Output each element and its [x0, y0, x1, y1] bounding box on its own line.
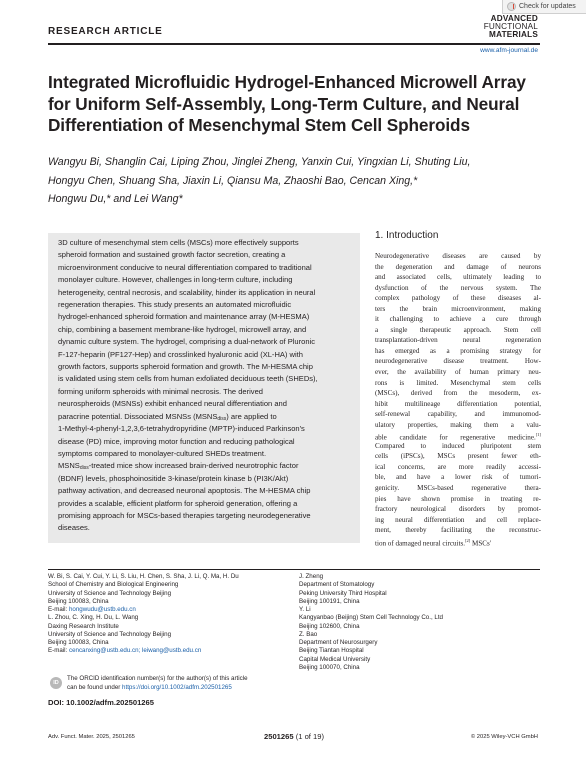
abstract-text	[58, 237, 354, 535]
title-line: for Uniform Self-Assembly, Long-Term Culture, and Neural	[48, 93, 520, 114]
affiliation-line: Department of Stomatology	[299, 581, 375, 589]
introduction-line: ever, the availability of human primary neu-	[375, 368, 541, 377]
abstract-line: symptoms compared to monolayer-cultured SHEDs treatment.	[58, 448, 267, 458]
introduction-line: Neurodegenerative diseases are caused by	[375, 252, 541, 260]
introduction-line: ters the brain microenvironment, making	[375, 304, 541, 313]
affiliation-line: Beijing 100191, China	[299, 597, 360, 605]
abstract-line: provides a scalable, efficient platform for spheroid generation, offering a	[58, 498, 298, 508]
introduction-line: ing neural differentiation and cell replace-	[375, 515, 541, 524]
journal-logo-line: FUNCTIONAL	[483, 22, 538, 31]
abstract-line: spheroid formation and sustained growth factor secretion, creating a	[58, 250, 286, 260]
introduction-line: Compared to induced pluripotent stem	[375, 441, 541, 450]
affiliation-line: Beijing 102600, China	[299, 622, 360, 630]
abstract-line: paracrine potential. Dissociated MSNSs $(MSNS_{diss})$ are applied to	[58, 411, 277, 422]
abstract-line: promising approach for MSCs-based therapies targeting neurodegenerative	[58, 510, 311, 520]
abstract-line: regeneration therapies. This study presents an automated microfluidic	[58, 300, 292, 310]
introduction-line: genicity. MSCs-based regenerative thera-	[375, 484, 541, 493]
abstract-line: microenvironment conducive to neural differentiation compared to traditional	[58, 262, 312, 272]
affiliation-line: University of Science and Technology Beijing	[48, 589, 172, 597]
update-icon	[507, 2, 516, 11]
affiliation-line: Peking University Third Hospital	[299, 589, 387, 597]
header-divider	[48, 43, 540, 45]
title-line: Differentiation of Mesenchymal Stem Cell Spheroids	[48, 115, 470, 135]
introduction-text	[375, 251, 541, 546]
abstract-line: diseases.	[58, 523, 90, 533]
introduction-line: able candidate for regenerative medicine.[1]	[375, 432, 541, 442]
orcid-line-prefix: can be found under	[67, 683, 123, 691]
introduction-line: pies have shown promise in treating re-	[375, 494, 541, 503]
email-link[interactable]: hongwudu@ustb.edu.cn	[68, 606, 136, 613]
abstract-line: $MSNS_{diss}$-treated mice show increased brain-derived neurotrophic factor	[58, 461, 299, 472]
abstract-line: 1-Methyl-4-phenyl-1,2,3,6-tetrahydropyridine (MPTP)-induced Parkinson's	[58, 424, 305, 434]
introduction-line: ment, thereby facilitating the reconstruc-	[375, 526, 541, 535]
affiliation-line: Z. Bao	[299, 630, 318, 638]
introduction-line: and associated cells, ultimately leading to	[375, 273, 541, 282]
introduction-line: fractory neurological disorders by promot-	[375, 505, 541, 514]
introduction-line: ulatory properties, making them a valu-	[375, 420, 541, 429]
abstract-line: monolayer culture. However, challenges in long-term culture, including	[58, 275, 293, 285]
journal-url-link[interactable]: www.afm-journal.de	[480, 47, 538, 54]
doi-label: DOI: 10.1002/adfm.202501265	[48, 698, 154, 707]
abstract-line: pathway activation, and decreased neuronal apoptosis. The M-HESMA chip	[58, 486, 311, 496]
abstract-line: F-127-heparin (PF127-Hep) and crosslinked hyaluronic acid (XL-HA) with	[58, 349, 303, 359]
abstract-line: (BDNF) levels, phosphoinositide 3-kinase/protein kinase b (PI3K/Akt)	[58, 473, 289, 483]
orcid-note	[67, 675, 248, 692]
page-id: 2501265	[264, 732, 294, 741]
affiliation-line: E-mail: hongwudu@ustb.edu.cn	[48, 606, 136, 613]
introduction-line: a single therapeutic approach. Stem cell	[375, 325, 541, 334]
footer-copyright: © 2025 Wiley-VCH GmbH	[470, 734, 538, 740]
email-link[interactable]: cencanxing@ustb.edu.cn; leiwang@ustb.edu.cn	[68, 647, 202, 655]
affiliation-line: Beijing Tiantan Hospital	[299, 647, 364, 655]
affiliation-line: Daxing Research Institute	[48, 622, 119, 630]
affiliation-line: Y. Li	[299, 606, 311, 613]
introduction-line: ical concerns, are more readily accessi-	[375, 462, 541, 471]
orcid-link[interactable]: https://doi.org/10.1002/adfm.202501265	[122, 683, 232, 691]
orcid-line: The ORCID identification number(s) for the author(s) of this article	[67, 675, 248, 682]
introduction-line: self-renewal capability, and immunomod-	[375, 410, 541, 419]
affiliation-line: E-mail: cencanxing@ustb.edu.cn; leiwang@ustb.edu.cn	[48, 647, 202, 655]
author-line: Hongyu Chen, Shuang Sha, Jiaxin Li, Qiansu Ma, Zhaoshi Bao, Cencan Xing,*	[48, 174, 418, 187]
affiliation-line: J. Zheng	[299, 573, 324, 580]
author-line: Wangyu Bi, Shanglin Cai, Liping Zhou, Jinglei Zheng, Yanxin Cui, Yingxian Li, Shuting Liu,	[48, 156, 471, 168]
abstract-line: hydrogel-enhanced spheroid formation and maintenance array (M-HESMA)	[58, 312, 310, 322]
introduction-line: complex pathology of these diseases al-	[375, 294, 541, 303]
introduction-line: tion of damaged neural circuits.[2] MSCs'	[375, 537, 492, 548]
affiliation-line: Capital Medical University	[299, 655, 371, 663]
introduction-line: has emerged as a promising strategy for	[375, 346, 541, 355]
abstract-line: 3D culture of mesenchymal stem cells (MSCs) more effectively supports	[58, 238, 299, 247]
introduction-line: it challenging to achieve a cure through	[375, 315, 541, 324]
abstract-line: forming uniform spheroids with minimal necrosis. The derived	[58, 386, 263, 396]
introduction-line: rons is limited. Mesenchymal stem cells	[375, 378, 541, 387]
abstract-line: disease (PD) mice, improving motor function and reducing pathological	[58, 436, 295, 446]
title-line: Integrated Microfluidic Hydrogel-Enhanced Microwell Array	[48, 72, 526, 92]
author-line: Hongwu Du,* and Lei Wang*	[48, 193, 183, 206]
abstract-line: dynamic culture system. The hydrogel, comprising a dual-network of Pluronic	[58, 337, 315, 347]
abstract-line: is validated using stem cells from human exfoliated deciduous teeth (SHEDs),	[58, 374, 318, 384]
affiliation-line: Beijing 100070, China	[299, 663, 360, 671]
check-for-updates-badge[interactable]	[502, 0, 586, 14]
page-of: (1 of 19)	[295, 732, 324, 741]
footer-citation: Adv. Funct. Mater. 2025, 2501265	[48, 734, 135, 740]
introduction-line: neurodegenerative disease treatment. How-	[375, 357, 541, 366]
introduction-line: dysfunction of the nervous system. The	[375, 283, 541, 292]
affiliation-divider	[48, 569, 540, 570]
introduction-line: cells (iPSCs), MSCs present fewer eth-	[375, 452, 541, 461]
affiliation-line: Kangyanbao (Beijing) Stem Cell Technology Co., Ltd	[299, 614, 443, 622]
affiliation-line: W. Bi, S. Cai, Y. Cui, Y. Li, S. Liu, H. Chen, S. Sha, J. Li, Q. Ma, H. Du	[48, 573, 239, 580]
introduction-heading: 1. Introduction	[375, 230, 439, 241]
introduction-line: transplantation-driven neural regeneration	[375, 336, 541, 345]
affiliation-line: Beijing 100083, China	[48, 597, 109, 605]
abstract-line: chip, combining a basement membrane-like hydrogel, microwell array, and	[58, 324, 307, 334]
orcid-icon: ID	[50, 677, 62, 689]
author-list	[48, 153, 543, 209]
affiliations-left	[48, 573, 239, 656]
abstract-line: growth factors, supports spheroid formation and growth. The M-HESMA chip	[58, 362, 313, 372]
journal-logo-line: MATERIALS	[489, 30, 538, 39]
article-title	[48, 72, 543, 137]
introduction-line: ble, and have a lower risk of tumori-	[375, 473, 541, 482]
journal-logo-line: ADVANCED	[490, 14, 538, 23]
introduction-line: (MSCs), derived from the mesoderm, ex-	[375, 389, 541, 398]
affiliation-line: Beijing 100083, China	[48, 639, 109, 646]
affiliation-line: L. Zhou, C. Xing, H. Du, L. Wang	[48, 614, 139, 622]
abstract-line: neurospheroids (MSNSs) exhibit enhanced neural differentiation and	[58, 399, 287, 409]
section-label: RESEARCH ARTICLE	[48, 26, 163, 37]
update-badge-label: Check for updates	[519, 3, 576, 10]
abstract-line: heterogeneity, central necrosis, and scalability, hinder its application in neural	[58, 287, 316, 297]
affiliations-right	[299, 573, 443, 672]
affiliation-line: Department of Neurosurgery	[299, 639, 378, 646]
footer-page-number	[236, 732, 352, 741]
affiliation-line: School of Chemistry and Biological Engineering	[48, 581, 179, 589]
introduction-line: the degeneration and damage of neurons	[375, 262, 541, 271]
journal-logo	[484, 15, 538, 39]
affiliation-line: University of Science and Technology Beijing	[48, 630, 172, 638]
introduction-line: hibit multilineage differentiation potential,	[375, 399, 541, 408]
